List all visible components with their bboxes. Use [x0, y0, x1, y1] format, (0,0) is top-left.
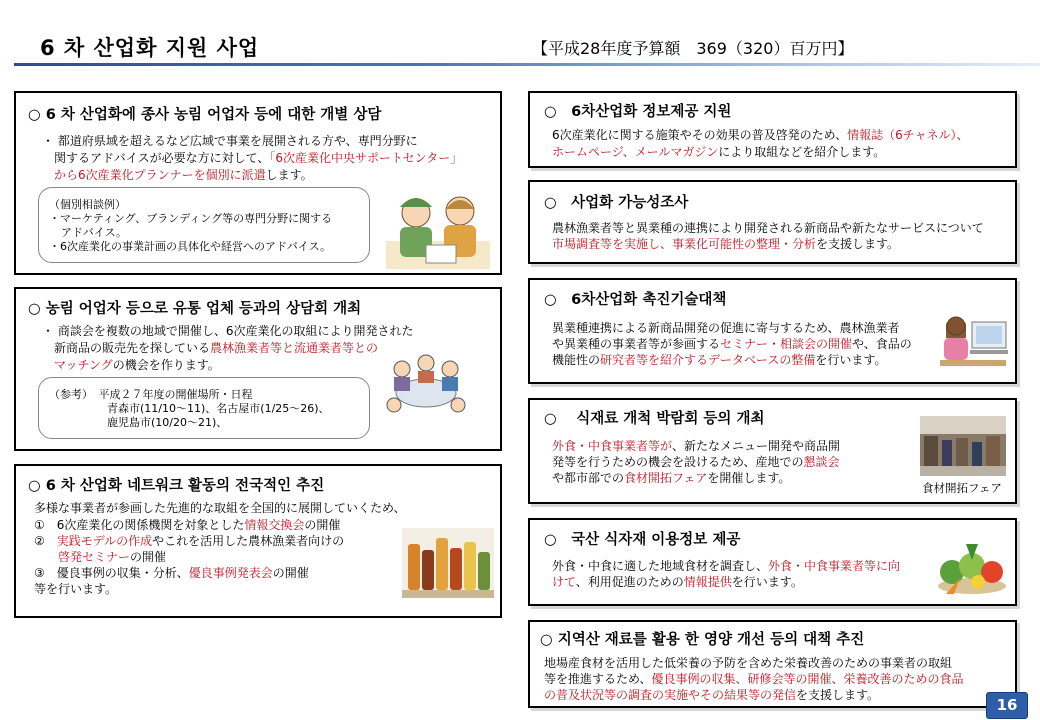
food-fair-heading: ○ 식재료 개척 박람회 등의 개최: [544, 411, 765, 427]
food-fair-text-3: や都市部での食材開拓フェアを開催します。: [552, 471, 791, 485]
nutrition-heading: ○ 지역산 재료를 활용 한 영양 개선 등의 대책 추진: [540, 632, 865, 648]
consultation-example-note: [38, 187, 370, 263]
food-fair-caption: 食材開拓フェア: [922, 481, 1002, 495]
food-fair-box: [528, 398, 1017, 504]
feasibility-text-1: 農林漁業者等と異業種の連携により開発される新商品や新たなサービスについて: [552, 221, 984, 235]
network-text-5: ③ 優良事例の収集・分析、優良事例発表会の開催: [34, 566, 309, 580]
info-provision-text-1: 6次産業化に関する施策やその効果の普及啓発のため、情報誌（6チャネル）、: [552, 128, 969, 142]
business-meeting-text-2: 新商品の販売先を探している農林漁業者等と流通業者等との: [54, 341, 379, 355]
technology-text-1: 異業種連携による新商品開発の促進に寄与するため、農林漁業者: [552, 321, 900, 335]
food-fair-text-1: 外食・中食事業者等が、新たなメニュー開発や商品開: [552, 439, 841, 453]
feasibility-heading: ○ 사업화 가능성조사: [544, 195, 689, 211]
consultation-text-3: から6次産業化プランナーを個別に派遣します。: [54, 168, 313, 182]
note-line: ・6次産業化の事業計画の具体化や経営へのアドバイス。: [49, 240, 331, 253]
consultation-text-1: ・ 都道府県域を超えるなど広域で事業を展開される方や、専門分野に: [42, 134, 418, 148]
domestic-ingredient-box: [528, 518, 1017, 606]
network-heading: ○ 6 차 산업화 네트워크 활동의 전국적인 추진: [28, 478, 325, 494]
domestic-ingredient-heading: ○ 국산 식자재 이용정보 제공: [544, 532, 741, 548]
consultation-box: [14, 91, 502, 275]
budget-label: 【平成28年度予算額 369（320）百万円】: [532, 39, 854, 58]
business-meeting-box: [14, 287, 502, 451]
page-number-badge: 16: [986, 692, 1028, 719]
network-text-4: 啓発セミナーの開催: [58, 550, 167, 564]
business-meeting-heading: ○ 농림 어업자 등으로 유통 업체 등과의 상담회 개최: [28, 301, 362, 317]
network-text-1: 多様な事業者が参画した先進的な取組を全国的に展開していくため、: [34, 501, 406, 515]
network-text-6: 等を行います。: [34, 582, 118, 596]
nutrition-box: [528, 620, 1017, 708]
network-box: [14, 464, 502, 618]
consultation-text-2: 関するアドバイスが必要な方に対して、「6次産業化中央サポートセンター」: [54, 151, 463, 165]
technology-text-2: や異業種の事業者等が参画するセミナー・相談会の開催や、食品の: [552, 337, 912, 351]
products-bottles-illustration: [402, 528, 494, 598]
business-meeting-reference-note: [38, 377, 370, 439]
nutrition-text-3: の普及状況等の調査の実施やその結果等の発信を支援します。: [544, 688, 880, 702]
note-line: 鹿児島市(10/20～21)、: [107, 416, 228, 429]
info-provision-heading: ○ 6차산업화 정보제공 지원: [544, 104, 732, 120]
note-line: 青森市(11/10～11)、名古屋市(1/25～26)、: [107, 402, 330, 415]
consultation-people-illustration: [386, 189, 490, 269]
note-line: アドバイス。: [61, 226, 127, 239]
business-meeting-text-1: ・ 商談会を複数の地域で開催し、6次産業化の取組により開発された: [42, 324, 414, 338]
note-line: （個別相談例）: [49, 198, 126, 211]
network-text-3: ② 実践モデルの作成やこれを活用した農林漁業者向けの: [34, 534, 345, 548]
technology-heading: ○ 6차산업화 촉진기술대책: [544, 292, 727, 308]
info-provision-text-2: ホームページ、メールマガジンにより取組などを紹介します。: [552, 145, 886, 159]
food-fair-photo: [920, 416, 1006, 476]
feasibility-study-box: [528, 180, 1017, 264]
header-rule: [14, 63, 1040, 66]
feasibility-text-2: 市場調査等を実施し、事業化可能性の整理・分析を支援します。: [552, 237, 900, 251]
note-line: （参考） 平成２７年度の開催場所・日程: [49, 388, 253, 401]
network-text-2: ① 6次産業化の関係機関を対象とした情報交換会の開催: [34, 518, 341, 532]
consultation-heading: ○ 6 차 산업화에 종사 농림 어업자 등에 대한 개별 상담: [28, 107, 382, 123]
nutrition-text-1: 地場産食材を活用した低栄養の予防を含めた栄養改善のための事業者の取組: [544, 656, 953, 670]
meeting-table-illustration: [384, 353, 468, 419]
domestic-ingredient-text-1: 外食・中食に適した地域食材を調査し、外食・中食事業者等に向: [552, 559, 901, 573]
nutrition-text-2: 等を推進するため、優良事例の収集、研修会等の開催、栄養改善のための食品: [544, 672, 964, 686]
info-provision-box: [528, 91, 1017, 168]
computer-user-illustration: [936, 310, 1010, 374]
business-meeting-text-3: マッチングの機会を作ります。: [54, 358, 220, 372]
vegetables-illustration: [936, 538, 1008, 596]
page-title: 6 차 산업화 지원 사업: [40, 36, 260, 60]
note-line: ・マーケティング、ブランディング等の専門分野に関する: [49, 212, 333, 225]
technology-promotion-box: [528, 278, 1017, 384]
food-fair-text-2: 発等を行うための機会を設けるため、産地での懇談会: [552, 455, 840, 469]
domestic-ingredient-text-2: けて、利用促進のための情報提供を行います。: [552, 575, 803, 589]
technology-text-3: 機能性の研究者等を紹介するデータベースの整備を行います。: [552, 353, 887, 367]
